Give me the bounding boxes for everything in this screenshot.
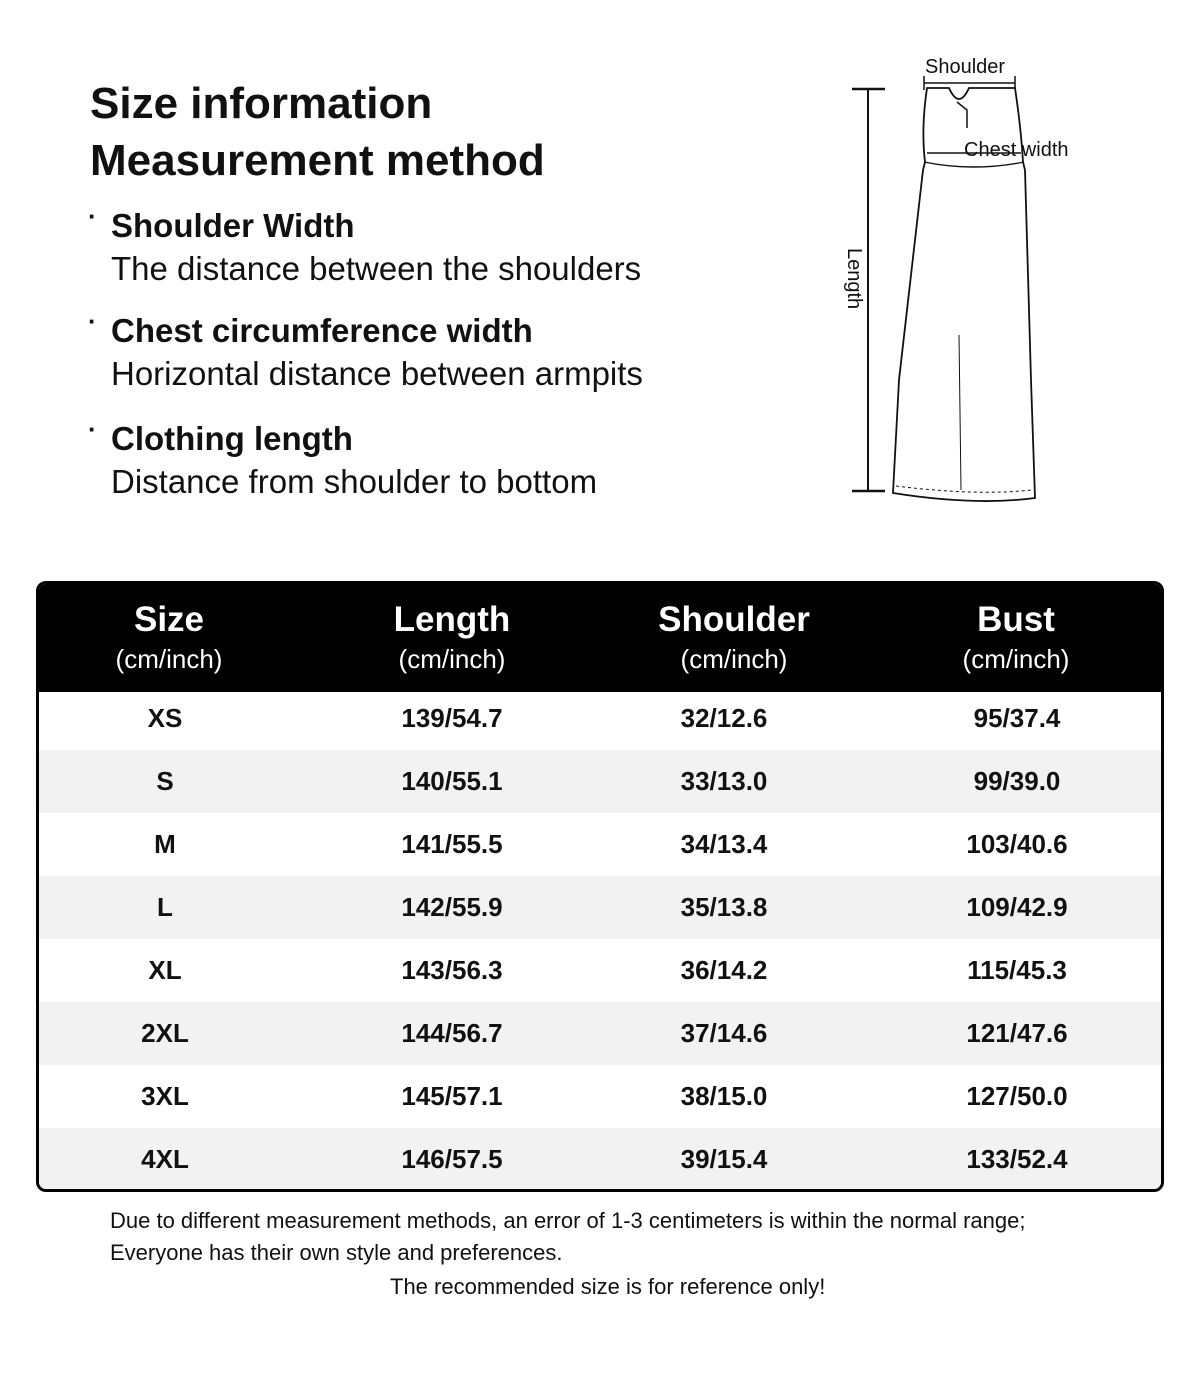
cell-shoulder: 32/12.6 (680, 703, 768, 733)
page-subtitle: Measurement method (90, 136, 545, 185)
cell-size: 3XL (141, 1081, 189, 1111)
table-header (39, 584, 1161, 692)
table-row (39, 939, 1161, 1002)
header-shoulder (584, 600, 884, 676)
note-measurement-error: Due to different measurement methods, an error of 1-3 centimeters is within the normal range; (110, 1208, 1026, 1233)
bullet-title: Shoulder Width (111, 207, 355, 244)
bullet-description: The distance between the shoulders (111, 250, 642, 287)
table-row (39, 687, 1161, 750)
note-reference-only: The recommended size is for reference only! (390, 1274, 826, 1299)
length-label: Length (843, 248, 865, 310)
header-unit: (cm/inch) (398, 644, 506, 674)
cell-length: 142/55.9 (401, 892, 503, 922)
cell-shoulder: 37/14.6 (680, 1018, 768, 1048)
bullet-description: Horizontal distance between armpits (111, 355, 643, 392)
cell-shoulder: 36/14.2 (680, 955, 768, 985)
cell-bust: 95/37.4 (973, 703, 1061, 733)
cell-size: 2XL (141, 1018, 189, 1048)
header-label: Shoulder (658, 600, 810, 639)
bullet-clothing-length (88, 414, 768, 501)
table-row (39, 1128, 1161, 1191)
cell-length: 146/57.5 (401, 1144, 503, 1174)
cell-length: 144/56.7 (401, 1018, 503, 1048)
bullet-title: Clothing length (111, 420, 353, 457)
cell-shoulder: 38/15.0 (680, 1081, 768, 1111)
cell-shoulder: 34/13.4 (680, 829, 768, 859)
cell-length: 143/56.3 (401, 955, 503, 985)
cell-bust: 99/39.0 (973, 766, 1061, 796)
cell-shoulder: 39/15.4 (680, 1144, 768, 1174)
cell-bust: 103/40.6 (966, 829, 1068, 859)
dress-illustration (835, 50, 1085, 520)
cell-size: L (157, 892, 173, 922)
note-style-preferences: Everyone has their own style and preferences. (110, 1240, 563, 1265)
header-label: Bust (977, 600, 1055, 639)
cell-bust: 109/42.9 (966, 892, 1068, 922)
header-unit: (cm/inch) (680, 644, 788, 674)
header-label: Size (133, 600, 205, 639)
page-title: Size information (90, 79, 433, 128)
cell-shoulder: 35/13.8 (680, 892, 768, 922)
cell-bust: 115/45.3 (967, 955, 1067, 985)
cell-size: M (154, 829, 176, 859)
header-bust (866, 600, 1164, 676)
cell-length: 139/54.7 (401, 703, 503, 733)
cell-bust: 127/50.0 (966, 1081, 1068, 1111)
size-table (36, 581, 1164, 1192)
bullet-title: Chest circumference width (111, 312, 533, 349)
bullet-chest-width (88, 306, 768, 393)
bullet-shoulder-width (88, 201, 768, 288)
cell-length: 140/55.1 (401, 766, 503, 796)
table-row (39, 750, 1161, 813)
header-unit: (cm/inch) (962, 644, 1070, 674)
dress-diagram (835, 50, 1085, 520)
cell-bust: 133/52.4 (966, 1144, 1068, 1174)
header-unit: (cm/inch) (115, 644, 223, 674)
header-label: Length (393, 600, 511, 639)
bullet-description: Distance from shoulder to bottom (111, 463, 598, 500)
bullet-marker: · (88, 414, 97, 444)
cell-size: 4XL (141, 1144, 189, 1174)
cell-size: S (156, 766, 174, 796)
cell-bust: 121/47.6 (966, 1018, 1068, 1048)
table-row (39, 876, 1161, 939)
header-length (302, 600, 602, 676)
header-size (36, 600, 319, 676)
cell-length: 141/55.5 (401, 829, 503, 859)
bullet-marker: · (88, 201, 97, 231)
table-row (39, 1065, 1161, 1128)
table-row (39, 813, 1161, 876)
cell-size: XS (147, 703, 183, 733)
bullet-marker: · (88, 306, 97, 336)
chest-width-label: Chest width (964, 139, 1069, 161)
shoulder-label: Shoulder (925, 56, 1006, 78)
table-row (39, 1002, 1161, 1065)
cell-length: 145/57.1 (401, 1081, 503, 1111)
cell-shoulder: 33/13.0 (680, 766, 768, 796)
cell-size: XL (148, 955, 182, 985)
